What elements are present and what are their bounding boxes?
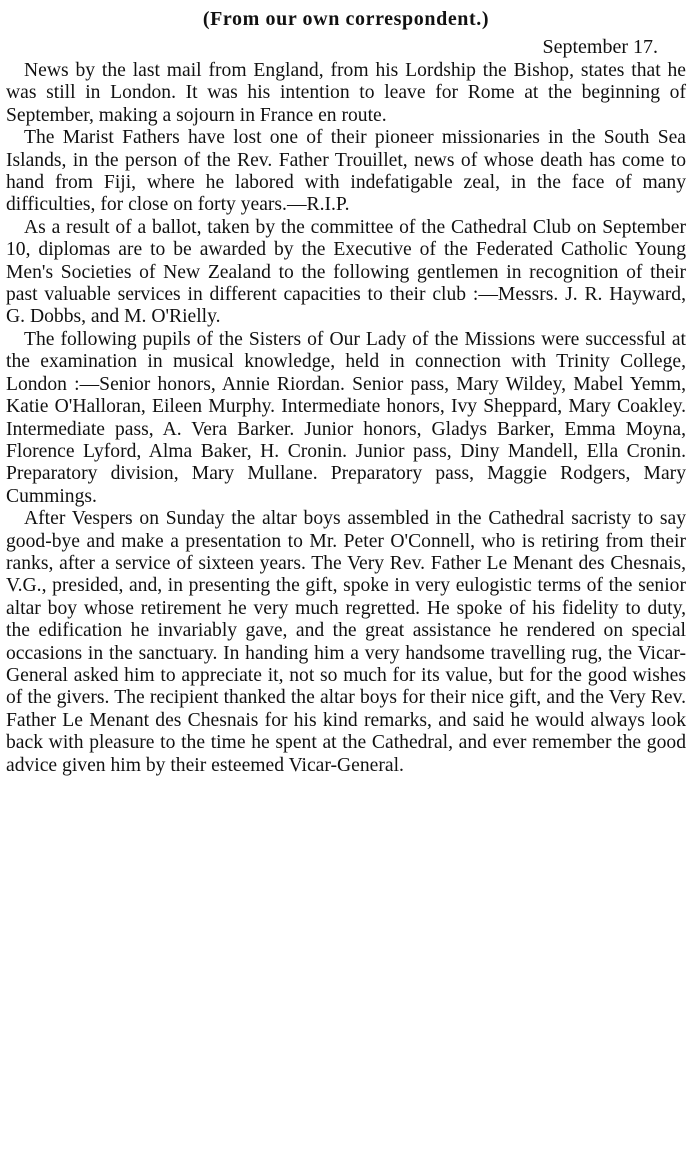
paragraph-altar-boys: After Vespers on Sunday the altar boys assembled in the Cathedral sacristy to say good-bye and make a presentation to Mr. Peter O'Connell, who is retiring from their ranks, after a service of sixteen years. The Very Rev. Father Le Menant des Chesnais, V.G., presided, and, in presenting the gift, spoke in very eulogistic terms of the senior altar boy whose retirement he very much regretted. He spoke of his fidelity to duty, the edification he invariably gave, and the great assistance he rendered on special occasions in the sanctuary. In handing him a very handsome travelling rug, the Vicar-General asked him to appreciate it, not so much for its value, but for the good wishes of the givers. The recipient thanked the altar boys for their nice gift, and the Very Rev. Father Le Menant des Chesnais for his kind remarks, and said he would always look back with pleasure to the time he spent at the Cathedral, and ever remember the good advice given him by their esteemed Vicar-General.	[6, 508, 686, 776]
paragraph-cathedral-club: As a result of a ballot, taken by the committee of the Cathedral Club on September 10, diplomas are to be awarded by the Executive of the Federated Catholic Young Men's Societies of New Zealand to the following gentlemen in recognition of their past valuable services in different capacities to their club :—Messrs. J. R. Hayward, G. Dobbs, and M. O'Rielly.	[6, 216, 686, 328]
paragraph-bishop-news: News by the last mail from England, from his Lordship the Bishop, states that he was still in London. It was his intention to leave for Rome at the beginning of September, making a sojourn in France en route.	[6, 60, 686, 126]
dateline: September 17.	[542, 36, 658, 58]
paragraph-marist-fathers: The Marist Fathers have lost one of their pioneer missionaries in the South Sea Islands, in the person of the Rev. Father Trouillet, news of whose death has come to hand from Fiji, where he labored with indefatigable zeal, in the face of many difficulties, for close on forty years.—R.I.P.	[6, 127, 686, 216]
paragraph-music-examination: The following pupils of the Sisters of Our Lady of the Missions were successful at the examination in musical knowledge, held in connection with Trinity College, London :—Senior honors, Annie Riordan. Senior pass, Mary Wildey, Mabel Yemm, Katie O'Halloran, Eileen Murphy. Intermediate honors, Ivy Sheppard, Mary Coakley. Intermediate pass, A. Vera Barker. Junior honors, Gladys Barker, Emma Moyna, Florence Lyford, Alma Baker, H. Cronin. Junior pass, Diny Mandell, Ella Cronin. Preparatory division, Mary Mullane. Preparatory pass, Maggie Rodgers, Mary Cummings.	[6, 328, 686, 507]
correspondent-byline: (From our own correspondent.)	[202, 8, 490, 30]
article-body	[6, 60, 686, 777]
